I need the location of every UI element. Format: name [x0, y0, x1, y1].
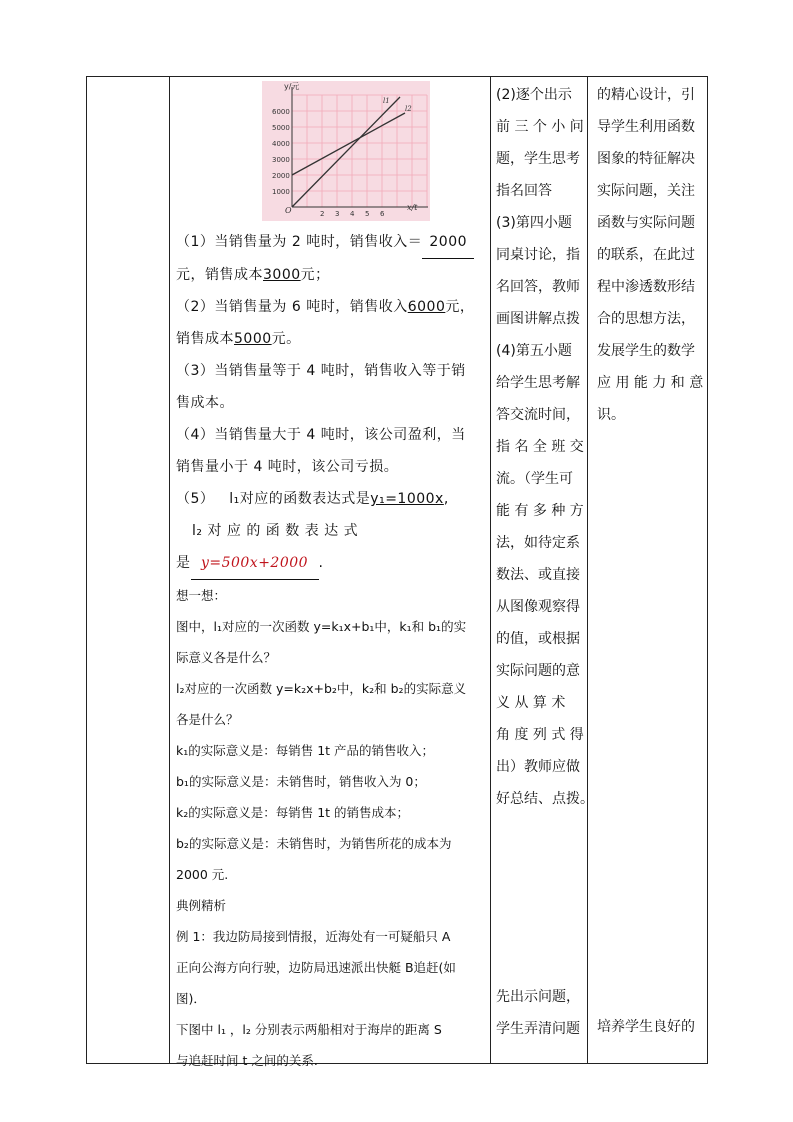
activity-line: 前 三 个 小 问 [496, 119, 584, 135]
y-tick-label: 3000 [272, 156, 290, 164]
y-tick-label: 5000 [272, 124, 290, 132]
x-tick-label: 6 [380, 210, 385, 218]
activity-line: 义 从 算 术 [496, 695, 566, 711]
example-line: 与追赶时间 t 之间的关系. [176, 1053, 318, 1068]
activity-line: 指 名 全 班 交 [496, 439, 584, 455]
activity-line: (2)逐个出示 [496, 87, 572, 103]
q4-line2: 销售量小于 4 吨时，该公司亏损。 [176, 459, 399, 475]
activity-line: 名回答，教师 [496, 279, 580, 295]
intent-line: 应 用 能 力 和 意 [597, 375, 704, 391]
activity-line: 题，学生思考 [496, 151, 580, 167]
lesson-table [86, 76, 708, 1068]
intent-block-2 [597, 1011, 695, 1043]
intent-line: 培养学生良好的 [597, 1019, 695, 1035]
y-tick-label: 4000 [272, 140, 290, 148]
activity-line: 同桌讨论，指 [496, 247, 580, 263]
intent-line: 导学生利用函数 [597, 119, 695, 135]
q3-line2: 售成本。 [176, 395, 234, 411]
activity-line: 的值，或根据 [496, 631, 580, 647]
line-l2-label: l2 [405, 105, 412, 113]
activity-line: 数法、或直接 [496, 567, 580, 583]
x-tick-label: 4 [350, 210, 355, 218]
q5-line1: （5） l₁对应的函数表达式是y₁=1000x, [176, 491, 449, 507]
activity-line: (3)第四小题 [496, 215, 572, 231]
activity-line: 答交流时间， [496, 407, 580, 423]
y-tick-label: 1000 [272, 188, 290, 196]
q1-line1: （1）当销售量为 2 吨时，销售收入＝ 2000 [176, 226, 488, 259]
column-divider [490, 77, 491, 1063]
intent-line: 函数与实际问题 [597, 215, 695, 231]
activity-line: 画图讲解点拨 [496, 311, 580, 327]
activity-line: 给学生思考解 [496, 375, 580, 391]
intent-line: 的精心设计，引 [597, 87, 695, 103]
intent-line: 程中渗透数形结 [597, 279, 695, 295]
y-tick-label: 2000 [272, 172, 290, 180]
x-axis-label: x/t [407, 203, 418, 212]
activity-line: 能 有 多 种 方 [496, 503, 584, 519]
example-line: 例 1：我边防局接到情报，近海处有一可疑船只 A [176, 929, 451, 944]
think-title: 想一想： [176, 588, 227, 603]
x-tick-label: 5 [365, 210, 370, 218]
column-divider [169, 77, 170, 1063]
q2-line2: 销售成本5000元。 [176, 331, 301, 347]
q1-cost: 3000 [263, 267, 301, 283]
x-tick-label: 2 [320, 210, 325, 218]
q3-line1: （3）当销售量等于 4 吨时，销售收入等于销 [176, 363, 466, 379]
y-tick-label: 6000 [272, 108, 290, 116]
intent-line: 识。 [597, 407, 625, 423]
q1-line2: 元，销售成本3000元； [176, 267, 330, 283]
q2-cost: 5000 [234, 331, 272, 347]
activity-line: 好总结、点拨。 [496, 791, 594, 807]
activity-line: 出）教师应做 [496, 759, 580, 775]
origin-label: O [285, 206, 292, 215]
think-line: 图中，l₁对应的一次函数 y=k₁x+b₁中，k₁和 b₁的实 [176, 619, 467, 634]
example-line: 下图中 l₁ ，l₂ 分别表示两船相对于海岸的距离 S [176, 1022, 442, 1037]
q2-revenue: 6000 [407, 299, 446, 315]
activity-line: 角 度 列 式 得 [496, 727, 584, 743]
graph-background [262, 81, 430, 221]
activity-line: (4)第五小题 [496, 343, 572, 359]
y-axis-label: y/元 [284, 82, 300, 91]
q5-line2: l₂ 对 应 的 函 数 表 达 式 [192, 523, 359, 539]
example-title: 典例精析 [176, 898, 227, 913]
intent-line: 实际问题，关注 [597, 183, 695, 199]
think-line: 各是什么？ [176, 712, 239, 727]
think-line: l₂对应的一次函数 y=k₂x+b₂中，k₂和 b₂的实际意义 [176, 681, 467, 696]
q5-l1-expression: y₁=1000x [370, 491, 444, 507]
intent-line: 发展学生的数学 [597, 343, 695, 359]
questions-block [176, 226, 488, 1076]
q2-line1: （2）当销售量为 6 吨时，销售收入6000元， [176, 299, 475, 315]
intent-line: 的联系，在此过 [597, 247, 695, 263]
activity-line: 学生弄清问题 [496, 1021, 580, 1037]
think-line: b₁的实际意义是：未销售时，销售收入为 0； [176, 774, 426, 789]
think-line: k₁的实际意义是：每销售 1t 产品的销售收入； [176, 743, 435, 758]
activity-line: 指名回答 [496, 183, 552, 199]
q1-revenue-blank: 2000 [422, 226, 474, 259]
example-line: 图)． [176, 991, 206, 1006]
intent-line: 合的思想方法， [597, 311, 695, 327]
activity-line: 法，如待定系 [496, 535, 580, 551]
activity-block-1 [496, 79, 594, 815]
activity-block-2 [496, 981, 580, 1045]
intent-line: 图象的特征解决 [597, 151, 695, 167]
think-line: k₂的实际意义是：每销售 1t 的销售成本； [176, 805, 410, 820]
example-line: 正向公海方向行驶，边防局迅速派出快艇 B追赶(如 [176, 960, 456, 975]
think-line: b₂的实际意义是：未销售时，为销售所花的成本为 [176, 836, 452, 851]
intent-block-1 [597, 79, 703, 431]
activity-line: 先出示问题， [496, 989, 580, 1005]
sales-graph [262, 81, 430, 221]
q5-line3: 是 y=500x+2000 . [176, 547, 488, 580]
think-line: 际意义各是什么？ [176, 650, 277, 665]
activity-line: 实际问题的意 [496, 663, 580, 679]
x-tick-label: 3 [335, 210, 340, 218]
activity-line: 流。（学生可 [496, 471, 573, 487]
activity-line: 从图像观察得 [496, 599, 580, 615]
q5-l2-expression: y=500x+2000 [191, 547, 319, 580]
think-line: 2000 元. [176, 867, 229, 882]
line-l1-label: l1 [383, 97, 390, 105]
q4-line1: （4）当销售量大于 4 吨时，该公司盈利，当 [176, 427, 466, 443]
